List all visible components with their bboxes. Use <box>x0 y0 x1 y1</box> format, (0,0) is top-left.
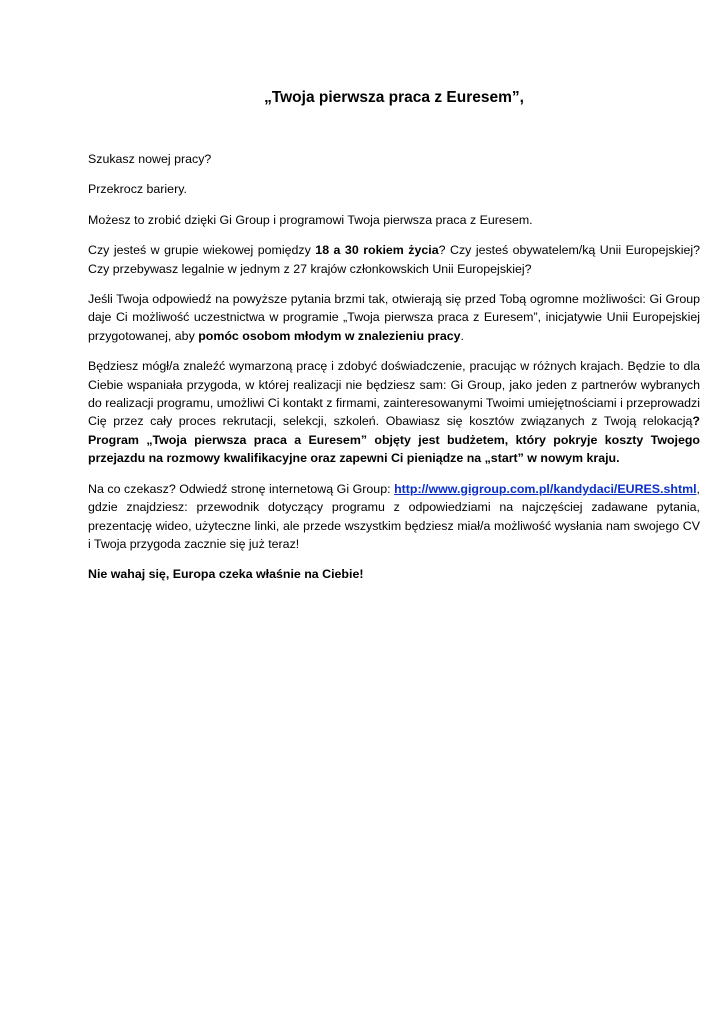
document-title: „Twoja pierwsza praca z Euresem”, <box>264 89 524 106</box>
adventure-text: Będziesz mógł/a znaleźć wymarzoną pracę i zdobyć doświadczenie, pracując w różnych krajach. Będzie to dla Ciebie wspaniała przygoda, w której realizacji nie będziesz sam: Gi Group, jako jeden z partnerów wybranych do realizacji programu, umożliwi Ci kontakt z firmami, zainteresowanymi Twoimi umiejętnościami i przeprowadzi Cię przez cały proces rekrutacji, selekcji, szkoleń. Obawiasz się kosztów związanych z Twoją relokacją <box>88 359 700 429</box>
paragraph-gi-group-intro: Możesz to zrobić dzięki Gi Group i programowi Twoja pierwsza praca z Euresem. <box>88 212 533 227</box>
paragraph-opportunities <box>88 290 700 345</box>
help-young-emphasis: pomóc osobom młodym w znalezieniu pracy <box>198 328 461 343</box>
visit-text-1: Na co czekasz? Odwiedź stronę internetową Gi Group: <box>88 481 395 496</box>
paragraph-adventure <box>88 357 700 467</box>
budget-emphasis: ? Program „Twoja pierwsza praca a Euresem” objęty jest budżetem, który pokryje koszty Twojego przejazdu na rozmowy kwalifikacyjne oraz zapewni Ci pieniądze na „start” w nowym kraju. <box>88 414 700 466</box>
visit-text-2: , gdzie znajdziesz: przewodnik dotyczący programu z odpowiedziami na najczęściej zadawane pytania, prezentację wideo, użyteczne linki, ale przede wszystkim będziesz miał/a możliwość wysłania nam swojego CV i Twoja przygoda zacznie się już teraz! <box>88 481 700 551</box>
paragraph-closing: Nie wahaj się, Europa czeka właśnie na Ciebie! <box>88 567 364 582</box>
opportunities-text-1: Jeśli Twoja odpowiedź na powyższe pytania brzmi tak, otwierają się przed Tobą ogromne możliwości: Gi Group daje Ci możliwość uczestnictwa w programie „Twoja pierwsza praca z Euresem”, inicjatywie Unii Europejskiej przygotowanej, aby <box>88 292 700 343</box>
opportunities-text-2: . <box>460 328 464 343</box>
eligibility-text-2: ? Czy jesteś obywatelem/ką Unii Europejskiej? Czy przebywasz legalnie w jednym z 27 krajów członkowskich Unii Europejskiej? <box>88 243 701 276</box>
paragraph-visit-website <box>88 480 700 554</box>
eligibility-text-1: Czy jesteś w grupie wiekowej pomiędzy <box>88 243 316 258</box>
paragraph-eligibility <box>88 241 700 278</box>
document-body <box>88 150 700 596</box>
paragraph-barriers: Przekrocz bariery. <box>88 182 187 197</box>
gi-group-eures-link[interactable]: http://www.gigroup.com.pl/kandydaci/EURES.shtml <box>394 481 697 496</box>
age-range-emphasis: 18 a 30 rokiem życia <box>315 243 439 258</box>
paragraph-question: Szukasz nowej pracy? <box>88 152 212 166</box>
